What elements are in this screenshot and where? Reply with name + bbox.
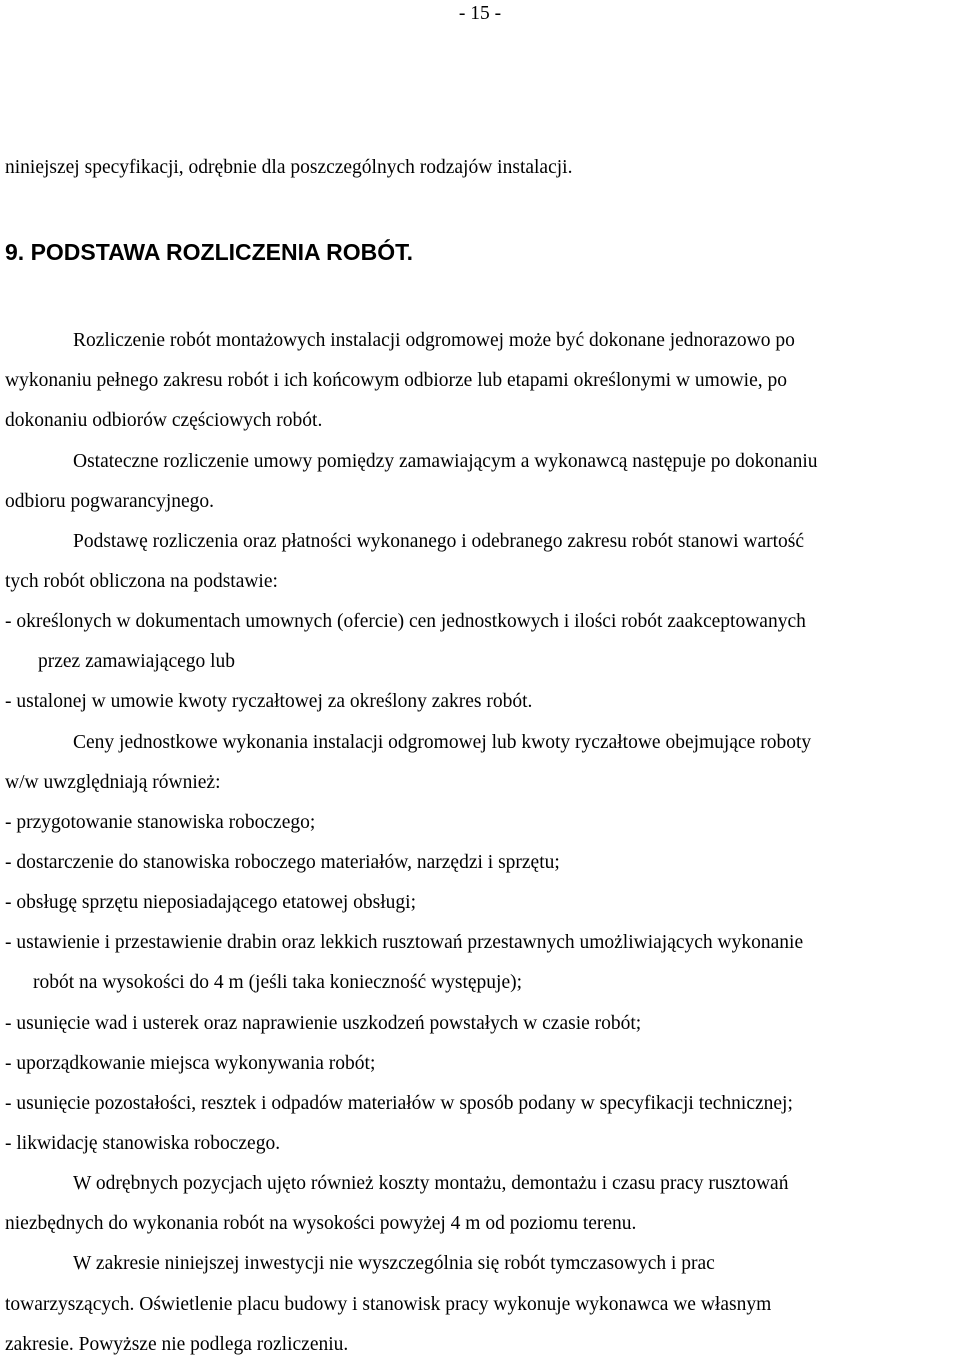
list-item: - określonych w dokumentach umownych (ofercie) cen jednostkowych i ilości robót zaakceptowanych (5, 611, 806, 632)
paragraph-line: Podstawę rozliczenia oraz płatności wykonanego i odebranego zakresu robót stanowi wartość (73, 531, 805, 552)
list-item: - usunięcie pozostałości, resztek i odpadów materiałów w sposób podany w specyfikacji technicznej; (5, 1093, 793, 1114)
paragraph-line: W odrębnych pozycjach ujęto również koszty montażu, demontażu i czasu pracy rusztowań (73, 1173, 789, 1194)
paragraph-line: odbioru pogwarancyjnego. (5, 491, 215, 512)
list-item: - uporządkowanie miejsca wykonywania robót; (5, 1053, 376, 1074)
page-number: - 15 - (458, 3, 502, 24)
intro-line: niniejszej specyfikacji, odrębnie dla poszczególnych rodzajów instalacji. (5, 157, 573, 178)
paragraph-line: towarzyszących. Oświetlenie placu budowy i stanowisk pracy wykonuje wykonawca we własnym (5, 1294, 772, 1315)
list-item: - usunięcie wad i usterek oraz naprawienie uszkodzeń powstałych w czasie robót; (5, 1013, 642, 1034)
paragraph-line: Ceny jednostkowe wykonania instalacji odgromowej lub kwoty ryczałtowe obejmujące roboty (73, 732, 812, 753)
list-item: - ustawienie i przestawienie drabin oraz lekkich rusztowań przestawnych umożliwiających wykonanie (5, 932, 804, 953)
paragraph-line: w/w uwzględniają również: (5, 772, 221, 793)
list-item: - przygotowanie stanowiska roboczego; (5, 812, 316, 833)
list-item-continuation: robót na wysokości do 4 m (jeśli taka konieczność występuje); (33, 972, 523, 993)
paragraph-line: wykonaniu pełnego zakresu robót i ich końcowym odbiorze lub etapami określonymi w umowie, po (5, 370, 787, 391)
paragraph-line: Rozliczenie robót montażowych instalacji odgromowej może być dokonane jednorazowo po (73, 330, 795, 351)
list-item: - obsługę sprzętu nieposiadającego etatowej obsługi; (5, 892, 417, 913)
list-item: - ustalonej w umowie kwoty ryczałtowej za określony zakres robót. (5, 691, 533, 712)
section-heading: 9. PODSTAWA ROZLICZENIA ROBÓT. (5, 239, 414, 265)
paragraph-line: dokonaniu odbiorów częściowych robót. (5, 410, 323, 431)
paragraph-line: zakresie. Powyższe nie podlega rozliczeniu. (5, 1334, 349, 1355)
paragraph-line: Ostateczne rozliczenie umowy pomiędzy zamawiającym a wykonawcą następuje po dokonaniu (73, 451, 818, 472)
paragraph-line: tych robót obliczona na podstawie: (5, 571, 278, 592)
paragraph-line: W zakresie niniejszej inwestycji nie wyszczególnia się robót tymczasowych i prac (73, 1253, 715, 1274)
paragraph-line: niezbędnych do wykonania robót na wysokości powyżej 4 m od poziomu terenu. (5, 1213, 637, 1234)
list-item: - dostarczenie do stanowiska roboczego materiałów, narzędzi i sprzętu; (5, 852, 560, 873)
list-item-continuation: przez zamawiającego lub (38, 651, 236, 672)
list-item: - likwidację stanowiska roboczego. (5, 1133, 281, 1154)
